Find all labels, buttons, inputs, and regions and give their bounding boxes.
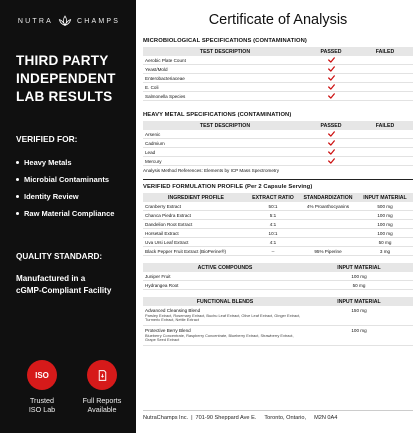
iso-badge (16, 360, 68, 414)
blends-table-body (143, 306, 413, 346)
check-icon (328, 158, 335, 164)
test-row (143, 92, 413, 101)
iso-badge-caption (29, 396, 55, 414)
analysis-method-note: Analysis Method References: Elements by ICP Mass Spectrometry (143, 168, 279, 173)
blend-info (143, 328, 305, 343)
header-cell: EXTRACT RATIO (252, 194, 294, 201)
formulation-row (143, 247, 413, 256)
blend-row (143, 306, 413, 326)
passed-cell (305, 75, 357, 81)
formulation-table-body (143, 202, 413, 256)
iso-badge-text: ISO (35, 370, 49, 380)
check-icon (328, 140, 335, 146)
metal-table-body (143, 130, 413, 166)
micro-table-header (143, 47, 413, 56)
active-table-body (143, 272, 413, 290)
verified-item (16, 154, 122, 171)
check-icon (328, 149, 335, 155)
test-row (143, 56, 413, 65)
certificate-panel (143, 0, 413, 433)
certificate-title: Certificate of Analysis (208, 12, 348, 28)
blend-detail: Blueberry Concentrate, Raspberry Concentrate, Blueberry Extract, Strawberry Extract, Grape Seed Extract (145, 332, 294, 343)
formulation-row (143, 238, 413, 247)
formulation-row (143, 220, 413, 229)
test-name: Arsenic (145, 131, 161, 137)
headline-line: LAB RESULTS (16, 89, 113, 104)
report-document-icon (87, 360, 117, 390)
blend-name: Protective Berry Blend (145, 328, 191, 334)
reports-badge (76, 360, 128, 414)
ingredient-name: Dandelion Root Extract (145, 221, 193, 227)
passed-cell (305, 158, 357, 164)
passed-cell (305, 140, 357, 146)
lotus-icon (58, 14, 72, 28)
headline (16, 52, 122, 106)
check-icon (328, 84, 335, 90)
ingredient-name: Black Pepper Fruit Extract (BioPerine®) (145, 248, 226, 254)
blend-info (143, 308, 305, 323)
test-row (143, 83, 413, 92)
input-material: 100 mg (351, 273, 367, 279)
verified-item (16, 171, 122, 188)
check-icon (328, 131, 335, 137)
active-compound-row (143, 272, 413, 281)
header-cell: INPUT MATERIAL (337, 264, 381, 271)
header-cell: ACTIVE COMPOUNDS (197, 264, 253, 271)
verified-item-label: Heavy Metals (24, 158, 72, 167)
divider (143, 179, 413, 180)
test-row (143, 130, 413, 139)
passed-cell (305, 93, 357, 99)
header-cell: INPUT MATERIAL (337, 298, 381, 305)
ingredient-name: Uva Ursi Leaf Extract (145, 239, 189, 245)
header-cell: PASSED (320, 48, 342, 55)
ingredient-name: Horsetail Extract (145, 230, 179, 236)
report-doc-glyph (96, 369, 109, 382)
test-row (143, 157, 413, 166)
formulation-table-header (143, 193, 413, 202)
ingredient-name: Chanca Piedra Extract (145, 212, 191, 218)
blends-table-header (143, 297, 413, 306)
caption-line: Trusted (29, 396, 55, 405)
compound-name: Hydrangea Root (145, 282, 179, 288)
brand-name-right: CHAMPS (76, 17, 121, 25)
header-cell: TEST DESCRIPTION (199, 48, 251, 55)
verified-item-label: Raw Material Compliance (24, 209, 115, 218)
input-material: 3 mg (379, 248, 391, 254)
footer-city: Toronto, Ontario, (264, 415, 307, 421)
test-row (143, 148, 413, 157)
bullet-icon (16, 212, 19, 215)
passed-cell (305, 131, 357, 137)
passed-cell (305, 57, 357, 63)
headline-line: THIRD PARTY (16, 53, 109, 68)
test-name: Aerobic Plate Count (145, 57, 186, 63)
caption-line: Available (87, 405, 117, 414)
test-row (143, 74, 413, 83)
metal-table-header (143, 121, 413, 130)
passed-cell (305, 84, 357, 90)
micro-section-title: MICROBIOLOGICAL SPECIFICATIONS (CONTAMINATION) (143, 38, 307, 44)
passed-cell (305, 66, 357, 72)
verified-title: VERIFIED FOR: (16, 134, 78, 144)
formulation-section-title: VERIFIED FORMULATION PROFILE (Per 2 Capsule Serving) (143, 184, 313, 190)
iso-badge-icon (27, 360, 57, 390)
test-name: Enterobacteriaceae (145, 75, 185, 81)
test-name: Lead (145, 149, 156, 155)
micro-table-body (143, 56, 413, 101)
formulation-row (143, 229, 413, 238)
test-name: Cadmium (145, 140, 165, 146)
header-cell: FUNCTIONAL BLENDS (196, 298, 254, 305)
footer-postal: M2N 0A4 (314, 415, 338, 421)
active-table-header (143, 263, 413, 272)
verified-list (16, 154, 122, 222)
verified-item-label: Microbial Contaminants (24, 175, 110, 184)
quality-text (16, 273, 122, 297)
formulation-row (143, 211, 413, 220)
quality-text-line: cGMP-Compliant Facility (16, 286, 112, 295)
extract-ratio: 10:1 (268, 230, 278, 236)
input-material: 100 mg (377, 212, 393, 218)
bullet-icon (16, 161, 19, 164)
footer-address: NutraChamps Inc. | 701-90 Sheppard Ave E. Toronto, Ontario, M2N 0A4 (143, 410, 413, 421)
headline-line: INDEPENDENT (16, 71, 116, 86)
compound-name: Juniper Fruit (145, 273, 171, 279)
footer-company: NutraChamps Inc. (143, 415, 189, 421)
caption-line: Full Reports (82, 396, 122, 405)
reports-badge-caption (83, 396, 122, 414)
test-name: E. Coli (145, 84, 159, 90)
brand-name-left: NUTRA (17, 17, 53, 25)
extract-ratio: -- (271, 248, 275, 254)
caption-line: ISO Lab (28, 405, 56, 414)
check-icon (328, 66, 335, 72)
test-row (143, 65, 413, 74)
input-material: 100 mg (377, 221, 393, 227)
input-material: 150 mg (351, 308, 367, 313)
input-material: 50 mg (378, 239, 392, 245)
quality-text-line: Manufactured in a (16, 274, 86, 283)
quality-title: QUALITY STANDARD: (16, 252, 103, 261)
header-cell: FAILED (375, 122, 395, 129)
input-material: 100 mg (377, 230, 393, 236)
verified-item (16, 205, 122, 222)
extract-ratio: 4:1 (269, 239, 277, 245)
standardization: 4% Proanthocyanins (306, 203, 350, 209)
verified-item-label: Identity Review (24, 192, 79, 201)
header-cell: PASSED (320, 122, 342, 129)
extract-ratio: 4:1 (269, 221, 277, 227)
input-material: 500 mg (377, 203, 393, 209)
test-name: Mercury (145, 158, 162, 164)
check-icon (328, 57, 335, 63)
header-cell: FAILED (375, 48, 395, 55)
input-material: 100 mg (351, 328, 367, 334)
ingredient-name: Cranberry Extract (145, 203, 181, 209)
header-cell: TEST DESCRIPTION (199, 122, 251, 129)
header-cell: INPUT MATERIAL (363, 194, 407, 201)
header-cell: STANDARDIZATION (303, 194, 353, 201)
verified-item (16, 188, 122, 205)
test-name: Salmonella Species (145, 93, 186, 99)
metal-section-title: HEAVY METAL SPECIFICATIONS (CONTAMINATION) (143, 112, 292, 118)
blend-name: Advanced Cleansing Blend (145, 308, 201, 313)
active-compound-row (143, 281, 413, 290)
blend-detail: Parsley Extract, Rosemary Extract, Buchu Leaf Extract, Olive Leaf Extract, Ginger Extract, Turmeric Extract, Nettle Extract (145, 312, 301, 323)
check-icon (328, 75, 335, 81)
test-name: Yeast/Mold (145, 66, 168, 72)
brand-logo (16, 10, 122, 32)
input-material: 50 mg (352, 282, 366, 288)
bullet-icon (16, 195, 19, 198)
extract-ratio: 5:1 (269, 212, 277, 218)
extract-ratio: 50:1 (268, 203, 278, 209)
test-row (143, 139, 413, 148)
header-cell: INGREDIENT PROFILE (168, 194, 224, 201)
formulation-row (143, 202, 413, 211)
passed-cell (305, 149, 357, 155)
check-icon (328, 93, 335, 99)
left-info-panel (0, 0, 136, 433)
badges (16, 360, 128, 414)
blend-row (143, 326, 413, 346)
standardization: 95% Piperine (314, 248, 342, 254)
bullet-icon (16, 178, 19, 181)
footer-street: 701-90 Sheppard Ave E. (195, 415, 257, 421)
